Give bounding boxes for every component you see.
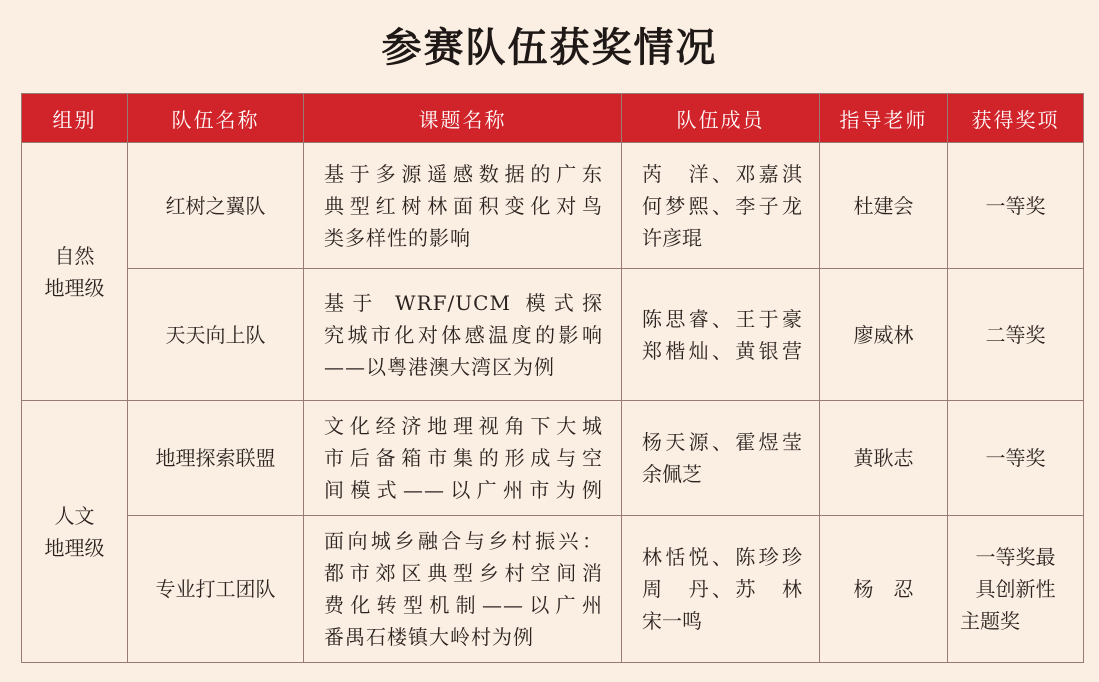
topic-line: 类多样性的影响 [324,225,471,250]
members-line: 宋一鸣 [642,609,702,633]
header-team: 队伍名称 [128,94,304,143]
topic-line: 典型红树林面积变化对鸟 [324,193,603,218]
topic-line: 基于 WRF/UCM 模式探 [324,290,603,315]
table-row [22,269,1084,401]
header-award: 获得奖项 [948,94,1084,143]
topic-line: ——以粤港澳大湾区为例 [324,354,555,379]
table-row [22,143,1084,269]
award-cell [948,401,1084,516]
members-line: 陈思睿、王于豪 [642,306,802,331]
team-name: 地理探索联盟 [128,401,304,516]
award-line: 主题奖 [960,609,1020,633]
topic-line: 基于多源遥感数据的广东 [324,161,603,186]
topic-cell [304,516,622,663]
members-line: 余佩芝 [642,462,702,486]
table-row [22,516,1084,663]
members-cell [622,516,820,663]
members-line: 林恬悦、陈珍珍 [642,545,802,569]
group-cell-physical [22,143,128,401]
topic-cell [304,401,622,516]
group-label-line: 地理级 [44,275,105,300]
members-line: 周 丹、苏 林 [642,577,802,601]
topic-line: 面向城乡融合与乡村振兴： [324,529,603,553]
team-name: 天天向上队 [128,269,304,401]
topic-line: 番禺石楼镇大岭村为例 [324,625,534,649]
award-cell [948,143,1084,269]
award-cell [948,269,1084,401]
topic-line: 究城市化对体感温度的影响 [324,322,603,347]
header-members: 队伍成员 [622,94,820,143]
group-cell-human [22,401,128,663]
page-title: 参赛队伍获奖情况 [381,24,718,71]
topic-line: 间模式——以广州市为例 [324,478,603,502]
members-line: 杨天源、霍煜莹 [642,430,802,454]
award-line: 一等奖最 [975,545,1056,569]
header-group: 组别 [22,94,128,143]
advisor-name: 廖威林 [820,269,948,401]
award-line: 一等奖 [985,446,1046,470]
members-line: 郑楷灿、黄银营 [642,338,802,363]
members-line: 何梦熙、李子龙 [642,193,802,218]
group-label-line: 人文 [54,503,95,528]
topic-line: 市后备箱市集的形成与空 [324,446,603,470]
members-line: 许彦琨 [642,225,702,250]
award-line: 一等奖 [985,193,1046,218]
header-topic: 课题名称 [304,94,622,143]
advisor-name: 杨 忍 [820,516,948,663]
topic-line: 都市郊区典型乡村空间消 [324,561,603,585]
advisor-name: 杜建会 [820,143,948,269]
group-label-line: 地理级 [44,535,105,560]
award-cell [948,516,1084,663]
award-line: 具创新性 [975,577,1056,601]
topic-cell [304,143,622,269]
topic-line: 费化转型机制——以广州 [324,593,603,617]
team-name: 专业打工团队 [128,516,304,663]
members-line: 芮 洋、邓嘉淇 [642,161,802,186]
header-advisor: 指导老师 [820,94,948,143]
team-name: 红树之翼队 [128,143,304,269]
members-cell [622,269,820,401]
advisor-name: 黄耿志 [820,401,948,516]
table-row [22,401,1084,516]
members-cell [622,401,820,516]
awards-table [21,93,1084,663]
topic-cell [304,269,622,401]
members-cell [622,143,820,269]
table-header-row [22,94,1084,143]
award-line: 二等奖 [985,322,1046,347]
topic-line: 文化经济地理视角下大城 [324,414,603,438]
group-label-line: 自然 [54,243,95,268]
